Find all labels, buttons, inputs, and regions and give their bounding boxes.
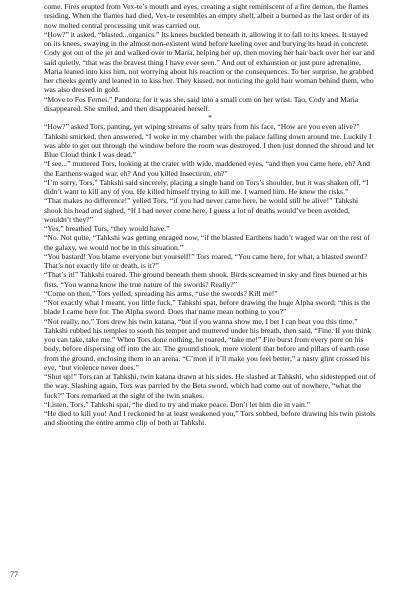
paragraph: “No. Not quite, “Tahkshi was getting enraged now, “if the blasted Earthens hadn’t waged war on the rest of the galaxy, we would not be in this situation.” xyxy=(44,233,370,252)
paragraph: “Not exactly what I meant, you little fuck,” Tahkshi spat, before drawing the huge Alpha sword; “this is the blade I came here for. The Alpha sword. Does that name mean nothing to you?” xyxy=(44,298,371,317)
paragraph: “I’m sorry, Tors,” Tahkshi said sincerely, placing a single hand on Tors’s shoulder, but it was shaken off, “I didn’t want to kill any of you. He killed himself trying to kill me. I warned him. He knew the risks.” xyxy=(44,177,369,196)
paragraph: “I see...” muttered Tors, looking at the crater with wide, maddened eyes, “and then you came here, eh? And the Earthens waged war, eh? And you killed Insectiron, eh?” xyxy=(44,159,370,178)
paragraph: “You bastard! You blame everyone but yourself!” Tors roared, “You came here, for what, a blasted sword? That’s not exactly life or death, is it?” xyxy=(44,251,367,270)
paragraph: “Shut up!” Tors ran at Tahkshi, twin katana drawn at his sides. He slashed at Tahkshi, who sidestepped out of the way. Slashing again, Tors was parried by the Beta sword, which had come out of nowhere, “what the fuck?” Tors remarked at the sight of the twin snakes. xyxy=(44,372,376,400)
paragraph: “Move to Fos Fernei.” Pandora, for it was she, said into a small com on her wrist. Tao, Cody and Maria disappeared. She smiled, and then disappeared herself. xyxy=(44,94,359,113)
paragraph: “Not really, no,” Tors drew his twin katana, “but if you wanna show me, I bet I can beat you this time.” xyxy=(44,316,358,326)
paragraph: “That makes no difference!” yelled Tors, “if you had never came here, he would still be alive!” Tahkshi shook his head and sighed, “If I had never come here, I guess a lot of deaths would’ve been avoided, wouldn’t they?” xyxy=(44,196,359,224)
scene-separator: * xyxy=(208,113,212,122)
paragraph: “Yes,” breathed Tors, “they would have.” xyxy=(44,224,170,233)
paragraph: Tahkshi smirked, then answered, “I woke in my chamber with the palace falling down around me. Luckily I was able to get out through the window before the room was destroyed. I then just donned the shroud and let Blue Cloud think I was dead.” xyxy=(44,131,375,159)
body-text xyxy=(44,2,376,428)
paragraph: Tahkshi rubbed his temples to sooth his temper and muttered under his breath, then said, “Fine. If you think you can take, take me.” When Tors done nothing, he roared, “take me!” Fire burst from every pore on his body, before dispersing off into the air. The ground shook, more violent that before and pillars of earth rose from the ground, enclosing them in an arena. “C’mon if it’ll make you feel better,” a nasty glint crossed his eye, “but violence never does.” xyxy=(44,325,371,372)
paragraph: come. Fires erupted from Vex-te’s mouth and eyes, creating a sight reminiscent of a fire demon, the flames residing. When the flames had died, Vex-te resembles an empty shell, albeit a burned as the last order of its now melted central processing unit was carried out. xyxy=(44,2,370,30)
paragraph: “How?” asked Tors, panting, yet wiping streams of salty tears from his face, “How are you even alive?” xyxy=(44,122,360,132)
paragraph: “Listen, Tors,” Tahkshi spat, “he died to try and make peace. Don’t let him die in vain.” xyxy=(44,399,311,409)
paragraph: “That’s it!” Tahkshi roared. The ground beneath them shook. Birds screamed in sky and fires burned at his fists. “You wanna know the true nature of the swords? Really?” xyxy=(44,270,368,289)
page-number: 77 xyxy=(10,570,18,579)
paragraph: “Come on then,” Tors yelled, spreading his arms, “use the swords? Kill me!” xyxy=(44,288,278,298)
paragraph: “He died to kill you! And I reckoned he at least weakened you,” Tors sobbed, before drawing his twin pistols and shooting the entire ammo clip of both at Tahkshi. xyxy=(44,409,376,428)
paragraph: “How?” it asked, “blasted...organics.” Its knees buckled beneath it, allowing it to fall to its knees. It stayed on its knees, swaying in the almost non-existent wind before keeling over and burying its head in concrete. Cody got out of the jet and walked over to Maria, helping her up, then moving her hair back over her ear and said quietly, “that was the bravest thing I have ever seen.” And out of exhaustion or just pure adrenaline, Maria leaned into kiss him, not worrying about his reaction or the consequences. To her surprise, he grabbed her cheeks gently and leaned in to kiss her. They kissed, not noticing the gold hair woman behind them, who was also dressed in gold. xyxy=(44,29,375,95)
